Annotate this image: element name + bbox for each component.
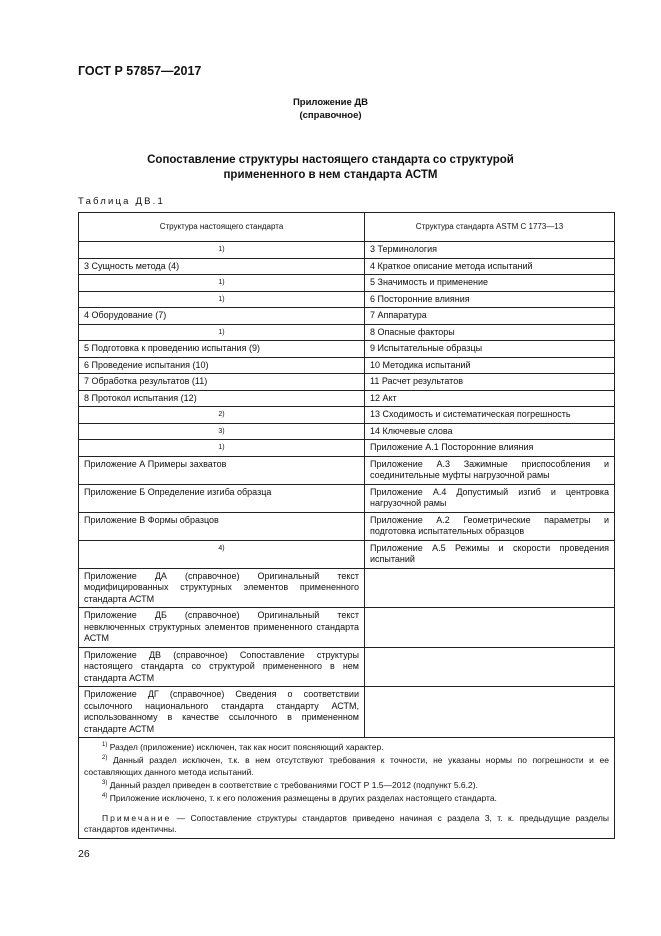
national-structure-cell: Приложение ДА (справочное) Оригинальный текст модифицированных структурных элементов примененного стандарта АСТМ	[79, 568, 365, 608]
national-structure-cell: Приложение А Примеры захватов	[79, 456, 365, 484]
header-astm-structure: Структура стандарта ASTM C 1773—13	[365, 213, 615, 242]
astm-structure-cell: 7 Аппаратура	[365, 308, 615, 325]
table-row	[79, 242, 615, 259]
table-row	[79, 647, 615, 687]
table-row	[79, 357, 615, 374]
footnote-mark: 2)	[102, 755, 108, 762]
table-row	[79, 423, 615, 440]
national-structure-cell: 1)	[79, 440, 365, 457]
appendix-label: Приложение ДВ	[292, 97, 369, 108]
footnote-text: Приложение исключено, т. к его положения размещены в других разделах настоящего стандарта.	[109, 793, 497, 804]
footnote-mark: 1)	[102, 742, 108, 748]
national-structure-cell: Приложение ДВ (справочное) Сопоставление структуры настоящего стандарта со структурой примененного в нем стандарта АСТМ	[79, 647, 365, 687]
table-row	[79, 308, 615, 325]
astm-structure-cell: 4 Краткое описание метода испытаний	[365, 258, 615, 275]
table-row	[79, 608, 615, 648]
table-row	[79, 390, 615, 407]
table-row	[79, 540, 615, 568]
national-structure-cell: 4)	[79, 540, 365, 568]
astm-structure-cell: 13 Сходимость и систематическая погрешность	[365, 407, 615, 424]
astm-structure-cell: 12 Акт	[365, 390, 615, 407]
table-row	[79, 456, 615, 484]
footnotes-row	[79, 738, 615, 839]
header-national-structure: Структура настоящего стандарта	[79, 213, 365, 242]
footnote-mark: 4)	[102, 793, 108, 800]
footnote-text: Данный раздел приведен в соответствие с требованиями ГОСТ Р 1.5—2012 (подпункт 5.6.2).	[109, 779, 478, 790]
standard-code: ГОСТ Р 57857—2017	[78, 64, 202, 78]
table-row	[79, 324, 615, 341]
national-structure-cell: 3 Сущность метода (4)	[79, 258, 365, 275]
national-structure-cell: Приложение В Формы образцов	[79, 512, 365, 540]
national-structure-cell: 5 Подготовка к проведению испытания (9)	[79, 341, 365, 358]
astm-structure-cell	[365, 568, 615, 608]
table-header-row	[79, 213, 615, 242]
table-caption: Таблица ДВ.1	[78, 196, 165, 207]
national-structure-cell: Приложение Б Определение изгиба образца	[79, 484, 365, 512]
national-structure-cell: 1)	[79, 275, 365, 292]
table-row	[79, 258, 615, 275]
comparison-table	[78, 212, 615, 839]
table-row	[79, 568, 615, 608]
astm-structure-cell: 3 Терминология	[365, 242, 615, 259]
astm-structure-cell: 9 Испытательные образцы	[365, 341, 615, 358]
footnote-text: Раздел (приложение) исключен, так как носит поясняющий характер.	[109, 741, 384, 752]
table-row	[79, 512, 615, 540]
table-note	[84, 813, 609, 836]
note-label: Примечание	[102, 812, 172, 823]
national-structure-cell: Приложение ДГ (справочное) Сведения о соответствии ссылочного национального стандарта стандарту АСТМ, использованному в качестве ссылочного в примененном стандарте АСТМ	[79, 687, 365, 738]
astm-structure-cell: Приложение А.4 Допустимый изгиб и центровка нагрузочной рамы	[365, 484, 615, 512]
footnote-2	[84, 753, 609, 778]
national-structure-cell: 7 Обработка результатов (11)	[79, 374, 365, 391]
astm-structure-cell: 11 Расчет результатов	[365, 374, 615, 391]
astm-structure-cell: 10 Методика испытаний	[365, 357, 615, 374]
table-row	[79, 374, 615, 391]
table-row	[79, 407, 615, 424]
national-structure-cell: 3)	[79, 423, 365, 440]
table-row	[79, 291, 615, 308]
astm-structure-cell: 5 Значимость и применение	[365, 275, 615, 292]
astm-structure-cell: Приложение А.5 Режимы и скорости проведения испытаний	[365, 540, 615, 568]
astm-structure-cell	[365, 647, 615, 687]
national-structure-cell: Приложение ДБ (справочное) Оригинальный текст невключенных структурных элементов примененного стандарта АСТМ	[79, 608, 365, 648]
table-row	[79, 484, 615, 512]
appendix-heading	[0, 96, 661, 122]
note-text: — Сопоставление структуры стандартов приведено начиная с раздела 3, т. к. предыдущие разделы стандартов идентичны.	[84, 812, 609, 835]
footnote-3	[84, 778, 609, 791]
national-structure-cell: 2)	[79, 407, 365, 424]
national-structure-cell: 4 Оборудование (7)	[79, 308, 365, 325]
astm-structure-cell: Приложение А.2 Геометрические параметры и подготовка испытательных образцов	[365, 512, 615, 540]
footnote-text: Данный раздел исключен, т.к. в нем отсутствуют требования к точности, не указаны нормы по погрешности и ее составляющих данного метода испытаний.	[84, 755, 609, 777]
appendix-kind: (справочное)	[299, 110, 362, 121]
table-row	[79, 275, 615, 292]
footnote-4	[84, 791, 609, 804]
footnote-1	[84, 740, 609, 753]
table-row	[79, 341, 615, 358]
title-line-2: примененного в нем стандарта АСТМ	[223, 169, 438, 181]
national-structure-cell: 1)	[79, 291, 365, 308]
astm-structure-cell: 8 Опасные факторы	[365, 324, 615, 341]
title-line-1: Сопоставление структуры настоящего стандарта со структурой	[147, 154, 514, 166]
footnotes-cell	[79, 738, 615, 839]
page-number: 26	[78, 848, 90, 860]
national-structure-cell: 1)	[79, 324, 365, 341]
table-row	[79, 440, 615, 457]
astm-structure-cell	[365, 608, 615, 648]
astm-structure-cell: 6 Посторонние влияния	[365, 291, 615, 308]
national-structure-cell: 1)	[79, 242, 365, 259]
astm-structure-cell	[365, 687, 615, 738]
document-title	[0, 153, 661, 183]
national-structure-cell: 8 Протокол испытания (12)	[79, 390, 365, 407]
national-structure-cell: 6 Проведение испытания (10)	[79, 357, 365, 374]
table-row	[79, 687, 615, 738]
astm-structure-cell: Приложение А.3 Зажимные приспособления и соединительные муфты нагрузочной рамы	[365, 456, 615, 484]
astm-structure-cell: Приложение А.1 Посторонние влияния	[365, 440, 615, 457]
astm-structure-cell: 14 Ключевые слова	[365, 423, 615, 440]
footnote-mark: 3)	[102, 780, 108, 787]
